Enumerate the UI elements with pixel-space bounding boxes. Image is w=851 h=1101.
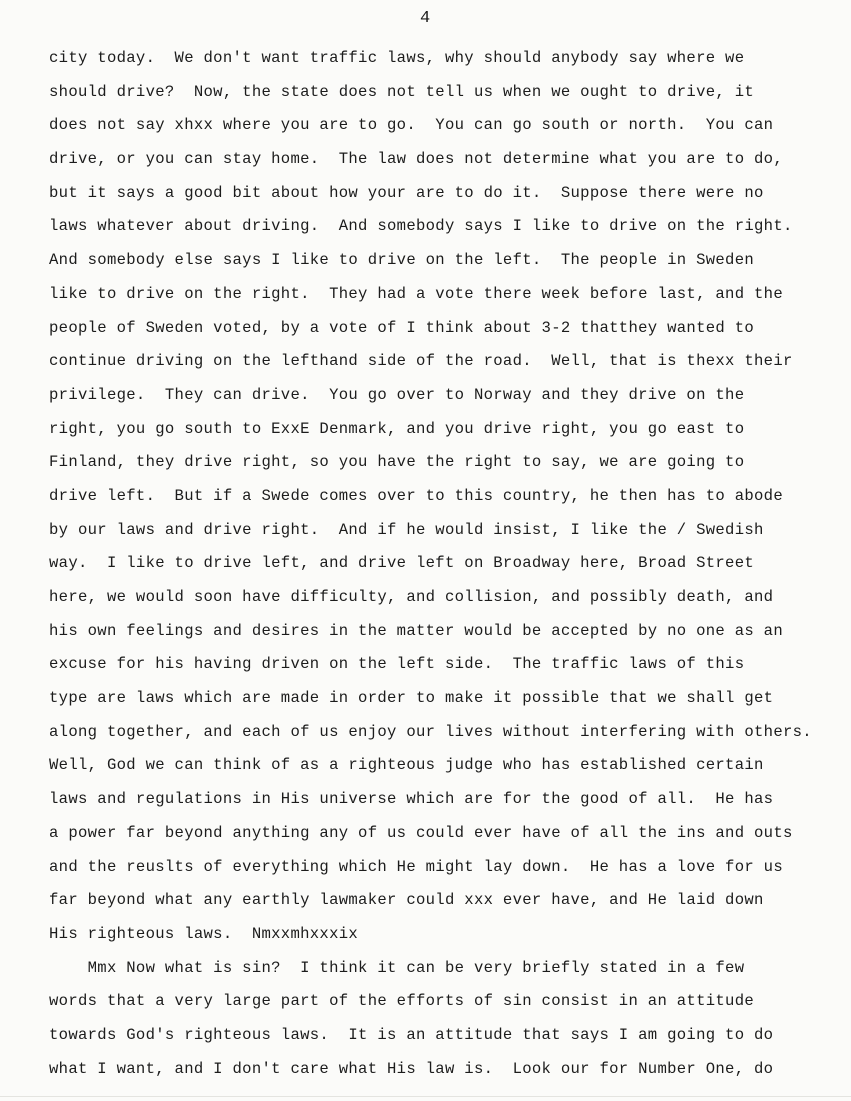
page-bottom-edge (0, 1096, 851, 1097)
text-line: by our laws and drive right. And if he would insist, I like the / Swedish (49, 520, 764, 539)
text-line: And somebody else says I like to drive on the left. The people in Sweden (49, 251, 755, 270)
text-line: and the reuslts of everything which He might lay down. He has a love for us (49, 857, 783, 876)
text-line: way. I like to drive left, and drive left on Broadway here, Broad Street (49, 554, 755, 573)
typed-body-text (49, 44, 851, 1088)
text-line: privilege. They can drive. You go over to Norway and they drive on the (49, 385, 745, 404)
text-line: city today. We don't want traffic laws, why should anybody say where we (49, 49, 745, 67)
text-line: people of Sweden voted, by a vote of I think about 3-2 thatthey wanted to (49, 318, 755, 337)
text-line: here, we would soon have difficulty, and collision, and possibly death, and (49, 588, 774, 606)
text-line: his own feelings and desires in the matter would be accepted by no one as an (49, 621, 783, 640)
text-line: a power far beyond anything any of us could ever have of all the ins and outs (49, 823, 793, 842)
text-line: Mmx Now what is sin? I think it can be very briefly stated in a few (49, 958, 745, 977)
text-line: laws whatever about driving. And somebody says I like to drive on the right. (49, 217, 793, 236)
text-line: excuse for his having driven on the left side. The traffic laws of this (49, 655, 745, 674)
page-number: 4 (420, 9, 431, 28)
text-line: laws and regulations in His universe which are for the good of all. He has (49, 790, 774, 809)
text-line: far beyond what any earthly lawmaker could xxx ever have, and He laid down (49, 891, 764, 910)
text-line: should drive? Now, the state does not tell us when we ought to drive, it (49, 82, 755, 101)
text-line: His righteous laws. Nmxxmhxxxix (49, 924, 359, 943)
text-line: words that a very large part of the efforts of sin consist in an attitude (49, 992, 755, 1011)
text-line: drive, or you can stay home. The law does not determine what you are to do, (49, 150, 783, 169)
text-line: but it says a good bit about how your are to do it. Suppose there were no (49, 183, 764, 202)
text-line: towards God's righteous laws. It is an attitude that says I am going to do (49, 1025, 774, 1044)
text-line: continue driving on the lefthand side of the road. Well, that is thexx their (49, 352, 793, 371)
text-line: like to drive on the right. They had a vote there week before last, and the (49, 284, 783, 303)
text-line: Well, God we can think of as a righteous judge who has established certain (49, 756, 764, 775)
text-line: along together, and each of us enjoy our lives without interfering with others. (49, 722, 812, 741)
text-line: type are laws which are made in order to make it possible that we shall get (49, 689, 774, 708)
text-line: right, you go south to ExxE Denmark, and you drive right, you go east to (49, 419, 745, 438)
text-line: Finland, they drive right, so you have the right to say, we are going to (49, 453, 745, 472)
text-line: drive left. But if a Swede comes over to this country, he then has to abode (49, 486, 783, 505)
text-line: what I want, and I don't care what His law is. Look our for Number One, do (49, 1059, 774, 1078)
text-line: does not say xhxx where you are to go. You can go south or north. You can (49, 116, 774, 135)
